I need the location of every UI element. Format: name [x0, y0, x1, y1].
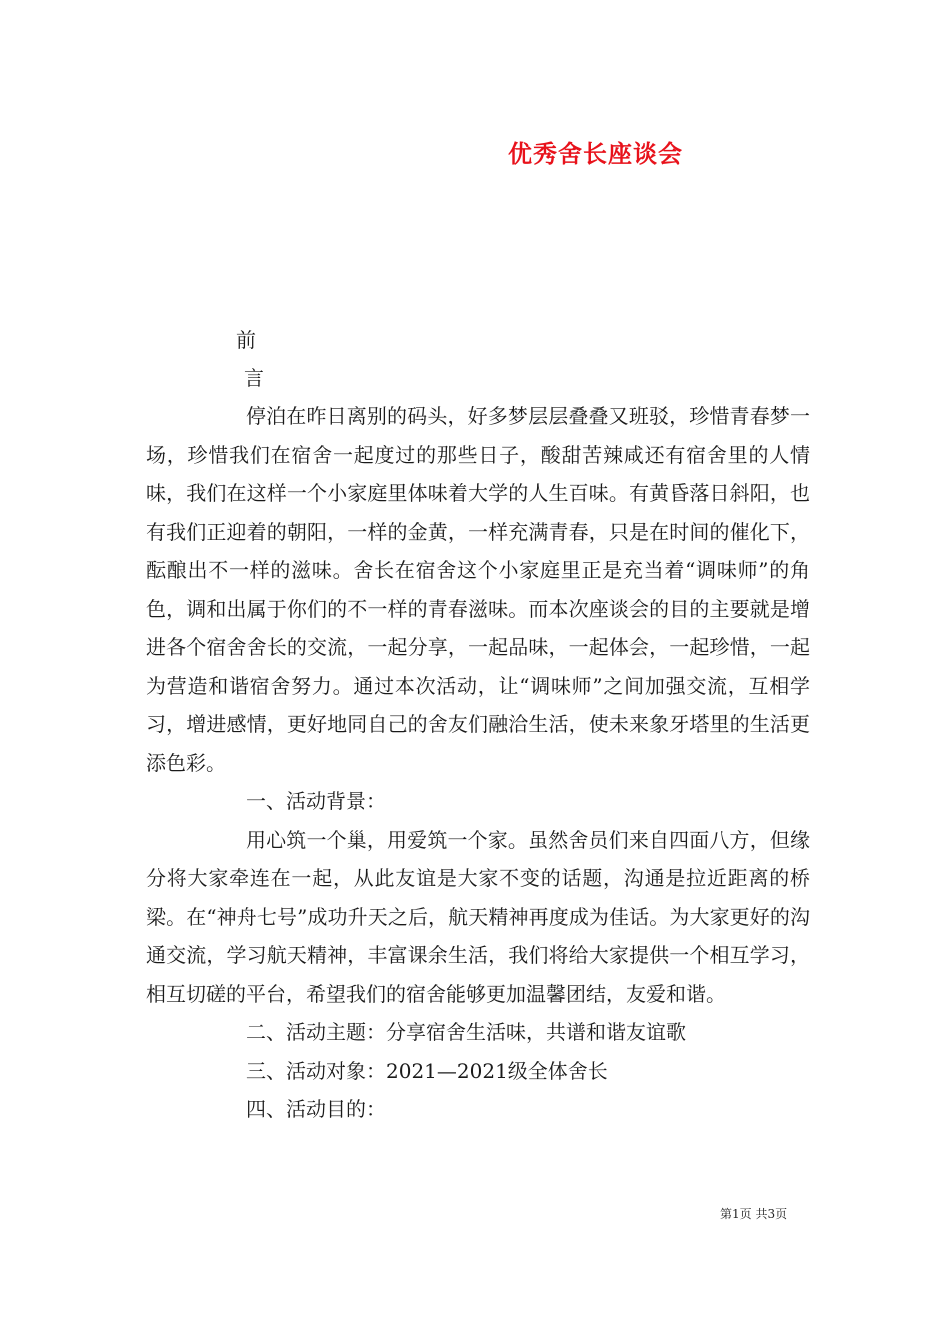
section-heading-background: 一、活动背景：: [246, 789, 386, 813]
section-audience: 三、活动对象：2021—2021级全体舍长: [246, 1058, 608, 1083]
section-theme: 二、活动主题：分享宿舍生活味，共谱和谐友谊歌: [246, 1020, 686, 1044]
page-number-footer: 第1页 共3页: [720, 1207, 788, 1221]
preface-heading-char-2: 言: [244, 366, 264, 390]
paragraph-intro: 停泊在昨日离别的码头，好多梦层层叠叠又班驳，珍惜青春梦一场，珍惜我们在宿舍一起度过的那些日子，酸甜苦辣咸还有宿舍里的人情味，我们在这样一个小家庭里体味着大学的人生百味。有黄昏落日斜阳，也有我们正迎着的朝阳，一样的金黄，一样充满青春，只是在时间的催化下，酝酿出不一样的滋味。舍长在宿舍这个小家庭里正是充当着“调味师”的角色，调和出属于你们的不一样的青春滋味。而本次座谈会的目的主要就是增进各个宿舍舍长的交流，一起分享，一起品味，一起体会，一起珍惜，一起为营造和谐宿舍努力。通过本次活动，让“调味师”之间加强交流，互相学习，增进感情，更好地同自己的舍友们融洽生活，使未来象牙塔里的生活更添色彩。: [146, 404, 810, 775]
document-body: [146, 397, 810, 1129]
preface-heading-char-1: 前: [236, 328, 256, 352]
section-heading-purpose: 四、活动目的：: [246, 1097, 386, 1121]
document-title: 优秀舍长座谈会: [508, 139, 683, 168]
paragraph-background: 用心筑一个巢，用爱筑一个家。虽然舍员们来自四面八方，但缘分将大家牵连在一起，从此友谊是大家不变的话题，沟通是拉近距离的桥梁。在“神舟七号”成功升天之后，航天精神再度成为佳话。为大家更好的沟通交流，学习航天精神，丰富课余生活，我们将给大家提供一个相互学习，相互切磋的平台，希望我们的宿舍能够更加温馨团结，友爱和谐。: [146, 827, 810, 1006]
